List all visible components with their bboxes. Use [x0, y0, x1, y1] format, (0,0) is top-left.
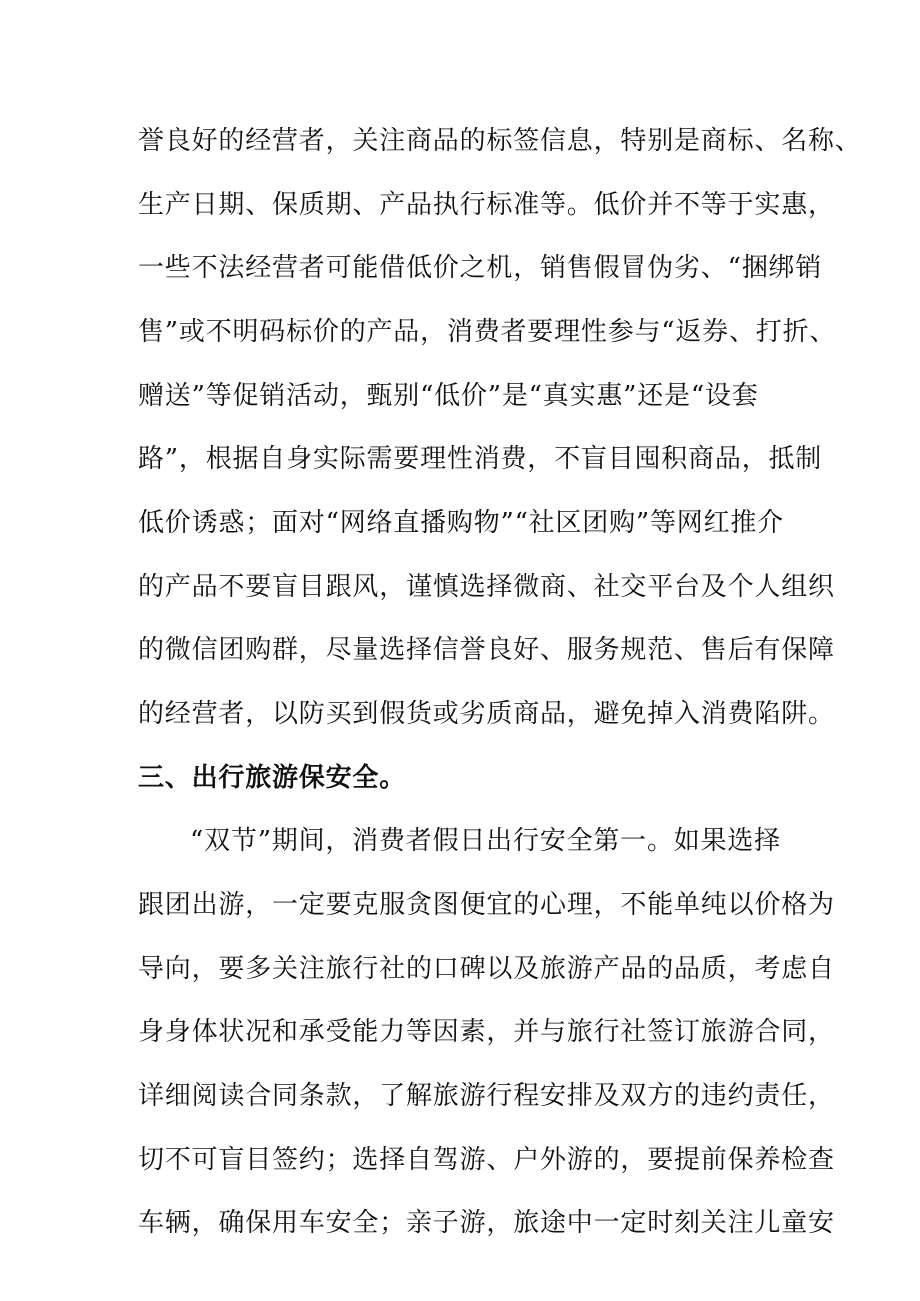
text-line: 赠送”等促销活动，甄别“低价”是“真实惠”还是“设套	[138, 381, 759, 411]
text-line: 低价诱惑；面对“网络直播购物”“社区团购”等网红推介	[138, 508, 784, 538]
text-line: 跟团出游，一定要克服贪图便宜的心理，不能单纯以价格为	[138, 890, 835, 920]
text-line: 售”或不明码标价的产品，消费者要理性参与“返券、打折、	[138, 317, 837, 347]
text-line: 切不可盲目签约；选择自驾游、户外游的，要提前保养检查	[138, 1145, 835, 1175]
text-line: 路”，根据自身实际需要理性消费，不盲目囤积商品，抵制	[138, 444, 823, 474]
text-line: 车辆，确保用车安全；亲子游，旅途中一定时刻关注儿童安	[138, 1208, 835, 1238]
text-line: 详细阅读合同条款，了解旅游行程安排及双方的违约责任，	[138, 1081, 835, 1111]
text-line: 一些不法经营者可能借低价之机，销售假冒伪劣、“捆绑销	[138, 253, 823, 283]
text-line: 的微信团购群，尽量选择信誉良好、服务规范、售后有保障	[138, 635, 835, 665]
text-line: 导向，要多关注旅行社的口碑以及旅游产品的品质，考虑自	[138, 954, 835, 984]
text-line: 誉良好的经营者，关注商品的标签信息，特别是商标、名称、	[138, 126, 862, 156]
text-line: 生产日期、保质期、产品执行标准等。低价并不等于实惠，	[138, 190, 835, 220]
text-line: 身身体状况和承受能力等因素，并与旅行社签订旅游合同，	[138, 1017, 835, 1047]
text-line: 的产品不要盲目跟风，谨慎选择微商、社交平台及个人组织	[138, 572, 835, 602]
text-line: “双节”期间，消费者假日出行安全第一。如果选择	[190, 826, 781, 856]
section-heading: 三、出行旅游保安全。	[138, 763, 407, 793]
text-line: 的经营者，以防买到假货或劣质商品，避免掉入消费陷阱。	[138, 699, 835, 729]
